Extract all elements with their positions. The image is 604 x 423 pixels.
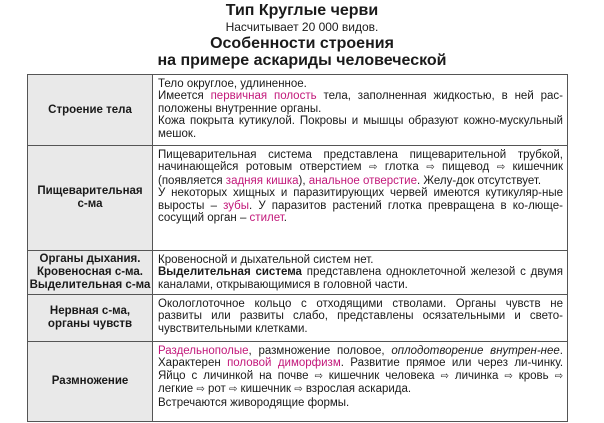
table-row <box>28 342 568 422</box>
table-row <box>28 75 568 146</box>
text: У некоторых хищных и паразитирующих червей имеются кутикуляр-ные выросты – <box>158 187 563 212</box>
arrow-icon: ⇨ <box>196 384 205 396</box>
table-row <box>28 295 568 342</box>
table-row <box>28 146 568 251</box>
row-label-body: Строение тела <box>28 75 153 146</box>
highlight-term: первичная полость <box>210 90 317 103</box>
arrow-icon: ⇨ <box>554 370 563 382</box>
highlight-term: анальное отверстие <box>308 174 417 187</box>
section-heading <box>0 35 604 69</box>
arrow-icon: ⇨ <box>294 384 303 396</box>
label-line: Органы дыхания. <box>39 253 141 265</box>
table-row <box>28 251 568 295</box>
highlight-term: половой диморфизм <box>227 357 341 370</box>
text: . Развитие прямое или через ли-чинку. Яйцо с личинкой на почве <box>158 357 564 382</box>
arrow-icon: ⇨ <box>496 162 506 174</box>
label-line: с-ма <box>77 198 103 210</box>
text: взрослая аскарида. <box>302 383 412 396</box>
label-line: органы чувств <box>47 318 133 330</box>
row-content-nervous <box>153 295 568 342</box>
text: пищевод <box>434 161 497 174</box>
row-label-reproduction: Размножение <box>28 342 153 422</box>
species-count: Насчитывает 20 000 видов. <box>225 20 379 34</box>
row-content-reproduction <box>153 342 568 422</box>
text: . <box>283 212 287 225</box>
highlight-term: стилет <box>249 212 284 225</box>
label-line: Пищеварительная <box>37 185 143 197</box>
highlight-term: Раздельнополые <box>158 345 249 357</box>
text: кишечник <box>237 383 295 396</box>
heading-line-1: Особенности строения <box>210 35 394 52</box>
text: кровь <box>512 369 555 382</box>
text: Кожа покрыта кутикулой. Покровы и мышцы образуют кожно-мускульный мешок. <box>158 115 563 140</box>
italic-term: оплодотворение внутрен-нее <box>391 345 560 357</box>
row-label-excretory <box>28 251 153 295</box>
row-content-digestive <box>153 146 568 251</box>
row-label-nervous <box>28 295 153 342</box>
label-line: Нервная с-ма, <box>49 305 131 317</box>
highlight-term: зубы <box>223 199 249 212</box>
text: , размножение половое, <box>248 345 392 357</box>
text: . У паразитов растений глотка превращена в ко-люще-сосущий орган – <box>158 199 563 225</box>
heading-line-2: на примере аскариды человеческой <box>157 52 447 69</box>
text: кишечник человека <box>322 369 441 382</box>
text: легкие <box>158 383 197 396</box>
text: ), <box>298 174 309 187</box>
text: Имеется <box>158 90 211 103</box>
text: кишечник (появляется <box>158 161 564 187</box>
highlight-term: задняя кишка <box>225 174 299 187</box>
arrow-icon: ⇨ <box>369 162 378 174</box>
label-line: Выделительная с-ма <box>29 279 151 291</box>
arrow-icon: ⇨ <box>426 162 435 174</box>
text: . Желу-док отсутствует. <box>416 174 542 187</box>
text: личинка <box>448 369 505 382</box>
row-content-excretory <box>153 251 568 295</box>
label-line: Кровеносная с-ма. <box>36 266 143 278</box>
text: Пищеварительная система представлена пищеварительной трубкой, начинающейся ротовым отверстием <box>158 149 563 174</box>
text: глотка <box>377 161 427 174</box>
text: Кровеносной и дыхательной систем нет. <box>158 254 374 266</box>
arrow-icon: ⇨ <box>314 370 323 382</box>
text: Тело округлое, удлиненное. <box>158 78 307 90</box>
text: Окологлоточное кольцо с отходящими стволами. Органы чувств не развиты или развиты слабо, представлены осязательными и свето-чувствительными клетками. <box>158 298 563 335</box>
arrow-icon: ⇨ <box>440 370 449 382</box>
row-label-digestive <box>28 146 153 251</box>
row-content-body <box>153 75 568 146</box>
text: тела, заполненная жидкостью, в ней рас-положены внутренние органы. <box>158 90 563 115</box>
bold-term: Выделительная система <box>158 266 302 279</box>
text: рот <box>204 383 229 396</box>
text: Встречаются живородящие формы. <box>158 396 350 409</box>
arrow-icon: ⇨ <box>228 384 238 396</box>
arrow-icon: ⇨ <box>504 370 513 382</box>
document-title: Тип Круглые черви <box>225 2 379 19</box>
text: представлена одноклеточной железой с двумя каналами, открывающимися в головной части. <box>158 266 563 291</box>
text: . Характерен <box>158 345 563 370</box>
features-table <box>27 74 568 422</box>
